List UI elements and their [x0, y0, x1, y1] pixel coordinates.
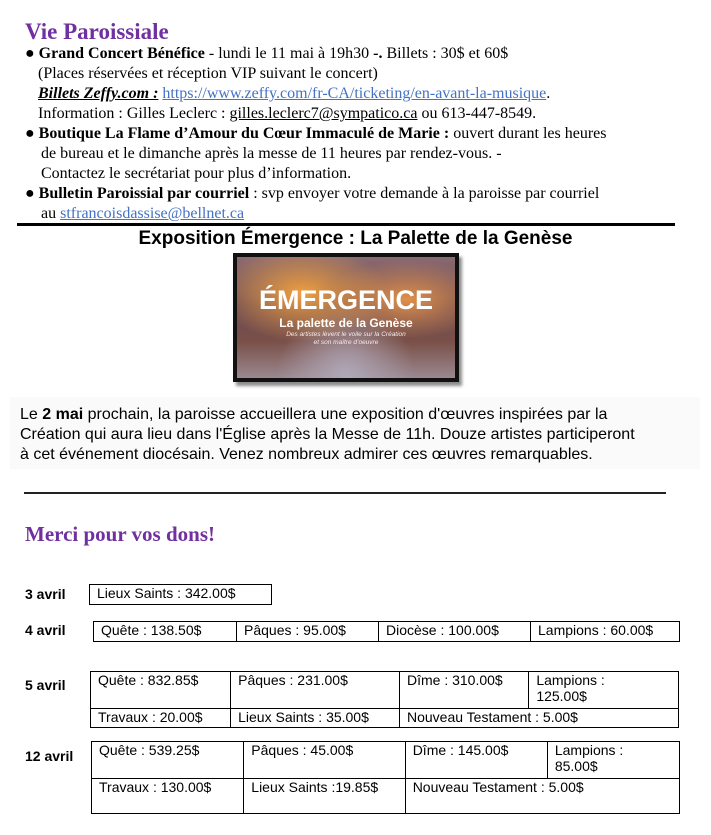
section-title-dons: Merci pour vos dons! [25, 522, 215, 546]
table-cell: Lampions : 85.00$ [547, 742, 679, 779]
donation-table-4-avril [93, 621, 680, 642]
concert-line [25, 44, 508, 64]
boutique-text-3: Contactez le secrétariat pour plus d’information. [41, 165, 352, 182]
concert-name: Grand Concert Bénéfice [38, 45, 205, 62]
poster-tagline [237, 331, 455, 347]
zeffy-link[interactable]: https://www.zeffy.com/fr-CA/ticketing/en-avant-la-musique [162, 85, 547, 102]
table-cell: Lieux Saints : 342.00$ [90, 585, 272, 605]
boutique-text-2: de bureau et le dimanche après la messe de 11 heures par rendez-vous. - [41, 145, 502, 162]
table-row [92, 742, 680, 779]
paragraph-text: Le [20, 406, 43, 423]
poster-subtitle: La palette de la Genèse [279, 316, 413, 330]
donation-date: 5 avril [25, 677, 66, 693]
zeffy-label: Billets Zeffy.com : [38, 85, 159, 102]
concert-note: (Places réservées et réception VIP suivant le concert) [38, 65, 378, 82]
bulletin-line [25, 184, 599, 204]
poster-tagline-1: Des artistes lèvent le voile sur la Création [286, 331, 406, 338]
table-row [92, 779, 680, 814]
table-row [91, 709, 679, 728]
poster-tagline-2: et son maître d’oeuvre [313, 339, 379, 346]
boutique-line [25, 124, 606, 144]
table-cell: Pâques : 95.00$ [237, 622, 379, 642]
table-cell: Travaux : 20.00$ [91, 709, 231, 728]
bulletin-email-link[interactable]: stfrancoisdassise@bellnet.ca [60, 205, 245, 222]
bulletin-prefix: au [41, 205, 61, 222]
table-cell: Dîme : 145.00$ [405, 742, 547, 779]
paragraph-date: 2 mai [42, 406, 84, 423]
zeffy-line [38, 84, 550, 104]
table-cell: Nouveau Testament : 5.00$ [399, 709, 678, 728]
exposition-paragraph-line-3: à cet événement diocésain. Venez nombreux admirer ces œuvres remarquables. [20, 446, 593, 463]
exposition-title: Exposition Émergence : La Palette de la Genèse [138, 228, 573, 249]
info-email-link[interactable]: gilles.leclerc7@sympatico.ca [229, 105, 418, 122]
donation-date: 12 avril [25, 748, 74, 764]
emergence-poster-image [233, 253, 459, 382]
table-cell: Pâques : 231.00$ [231, 672, 400, 709]
table-cell: Travaux : 130.00$ [92, 779, 244, 814]
section-title-vie-paroissiale: Vie Paroissiale [25, 19, 169, 44]
paragraph-text: prochain, la paroisse accueillera une exposition d'œuvres inspirées par la [83, 406, 608, 423]
info-suffix: ou 613-447-8549. [417, 105, 537, 122]
table-row [91, 672, 679, 709]
concert-tickets: Billets : 30$ et 60$ [382, 45, 509, 62]
donation-date: 3 avril [25, 586, 66, 602]
table-cell: Nouveau Testament : 5.00$ [405, 779, 679, 814]
donation-date: 4 avril [25, 622, 66, 638]
table-row [94, 622, 680, 642]
table-row [90, 585, 272, 605]
donation-table-5-avril [90, 671, 679, 728]
table-cell: Dîme : 310.00$ [399, 672, 528, 709]
bulletin-name: Bulletin Paroissial par courriel [38, 185, 250, 202]
bulletin-text-1: : svp envoyer votre demande à la paroisse par courriel [249, 185, 600, 202]
poster-title: ÉMERGENCE [258, 285, 434, 315]
underscore-divider [24, 490, 666, 494]
table-cell: Lampions : 125.00$ [529, 672, 679, 709]
table-cell: Quête : 832.85$ [91, 672, 231, 709]
table-cell: Quête : 138.50$ [94, 622, 237, 642]
table-cell: Lampions : 60.00$ [531, 622, 680, 642]
exposition-paragraph-line-2: Création qui aura lieu dans l'Église après la Messe de 11h. Douze artistes participeront [20, 426, 635, 443]
exposition-paragraph-line-1 [20, 405, 607, 425]
table-cell: Diocèse : 100.00$ [379, 622, 531, 642]
bullet-icon: ● [25, 185, 35, 202]
boutique-text-1: ouvert durant les heures [449, 125, 607, 142]
donation-table-3-avril [89, 584, 272, 605]
info-prefix: Information : Gilles Leclerc : [38, 105, 230, 122]
boutique-name: Boutique La Flame d’Amour du Cœur Immaculé de Marie : [38, 125, 450, 142]
concert-dash: -. [373, 45, 383, 62]
table-cell: Lieux Saints :19.85$ [244, 779, 405, 814]
zeffy-end: . [546, 85, 551, 102]
bullet-icon: ● [25, 45, 35, 62]
table-cell: Pâques : 45.00$ [244, 742, 405, 779]
bulletin-line-2 [41, 204, 244, 224]
donation-table-12-avril [91, 741, 680, 814]
concert-details: - lundi le 11 mai à 19h30 [204, 45, 374, 62]
table-cell: Lieux Saints : 35.00$ [231, 709, 400, 728]
info-line [38, 104, 536, 124]
table-cell: Quête : 539.25$ [92, 742, 244, 779]
bullet-icon: ● [25, 125, 35, 142]
section-divider [17, 223, 675, 226]
